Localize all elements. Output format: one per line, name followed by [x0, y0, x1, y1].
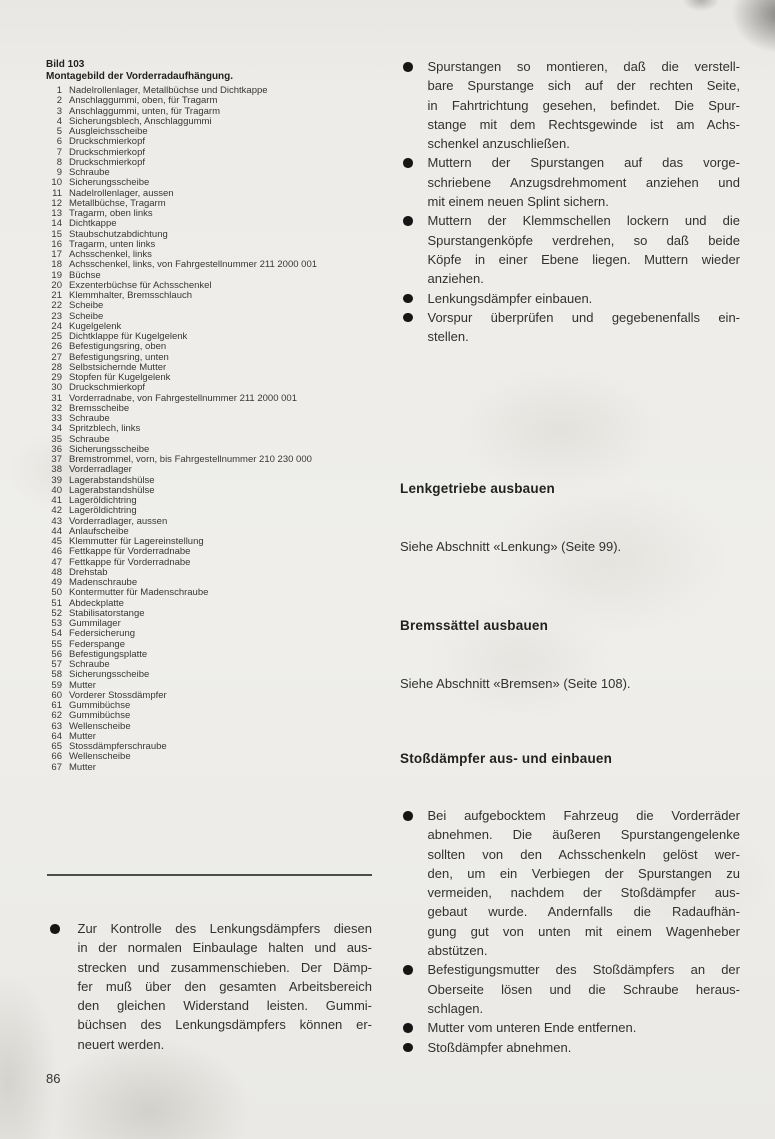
text-line: mit einem neuen Splint sichern.	[427, 194, 609, 210]
part-number: 3	[56, 105, 62, 117]
part-label: Schraube	[69, 659, 110, 670]
part-label: Wellenscheibe	[69, 751, 131, 763]
parts-list-item	[46, 588, 394, 598]
part-label: Scheibe	[69, 300, 104, 312]
part-number: 18	[51, 259, 62, 271]
part-label: Federspange	[69, 638, 125, 650]
part-label: Mutter	[69, 679, 96, 691]
part-label: Achsschenkel, links	[69, 249, 152, 260]
part-label: Anschlaggummi, oben, für Tragarm	[69, 95, 218, 107]
part-label: Sicherungsscheibe	[69, 177, 150, 189]
part-number: 45	[51, 536, 62, 547]
part-number: 66	[51, 751, 62, 763]
section-body-lenkgetriebe: Siehe Abschnitt «Lenkung» (Seite 99).	[400, 539, 622, 554]
parts-list-item	[46, 219, 394, 229]
horizontal-rule	[47, 874, 372, 876]
part-label: Vorderradlager	[69, 464, 132, 476]
part-label: Tragarm, unten links	[69, 238, 156, 250]
bullet-item	[399, 806, 740, 960]
part-number: 28	[51, 361, 62, 373]
part-label: Drehstab	[69, 566, 108, 578]
part-label: Stabilisatorstange	[69, 607, 145, 619]
part-label: Dichtkappe	[69, 218, 117, 230]
part-label: Nadelrollenlager, aussen	[69, 187, 174, 199]
part-label: Befestigungsring, unten	[69, 351, 169, 363]
text-line: sollten von den Achsschenkeln gelöst wer-	[427, 846, 740, 862]
bullet-item	[399, 308, 740, 347]
bullet-item	[399, 153, 740, 211]
part-label: Büchse	[69, 269, 101, 281]
part-label: Druckschmierkopf	[69, 156, 146, 168]
text-line: stellen.	[427, 329, 469, 345]
part-number: 16	[51, 238, 62, 250]
parts-list-item	[46, 506, 394, 516]
part-label: Nadelrollenlager, Metallbüchse und Dichtkappe	[69, 85, 268, 96]
parts-list-item	[46, 722, 394, 732]
part-number: 21	[51, 290, 62, 301]
parts-list-item	[46, 301, 394, 311]
part-number: 22	[51, 300, 62, 312]
bullet-icon	[403, 158, 413, 168]
part-number: 17	[51, 249, 62, 260]
parts-list-item	[46, 424, 394, 434]
part-label: Tragarm, oben links	[69, 208, 153, 219]
part-number: 46	[51, 546, 62, 558]
text-line: anziehen.	[427, 271, 484, 287]
text-line: bare Spurstange sich auf der rechten Seite,	[427, 78, 740, 94]
text-line: stange mit dem Rechtsgewinde ist am Achs-	[427, 116, 740, 132]
tie-rod-instructions	[399, 57, 740, 346]
part-label: Lagerabstandshülse	[69, 484, 155, 496]
text-line: den, um ein Verbiegen der Spurstangen zu	[427, 865, 740, 881]
bullet-text	[78, 919, 373, 1054]
bullet-icon	[50, 924, 60, 934]
part-number: 29	[51, 372, 62, 383]
text-line: Vorspur überprüfen und gegebenenfalls ein-	[427, 309, 740, 325]
parts-list-item	[46, 547, 394, 557]
part-label: Befestigungsplatte	[69, 648, 148, 660]
parts-list-item	[46, 711, 394, 721]
bullet-item	[399, 211, 740, 288]
part-number: 10	[51, 177, 62, 189]
section-heading-lenkgetriebe: Lenkgetriebe ausbauen	[400, 481, 555, 496]
part-label: Lageröldichtring	[69, 495, 137, 506]
part-number: 49	[51, 577, 62, 588]
text-line: fer muß über den gesamten Arbeitsbereich	[77, 978, 372, 994]
bullet-item	[399, 57, 740, 153]
part-number: 62	[51, 710, 62, 722]
part-number: 20	[51, 279, 62, 291]
part-label: Fettkappe für Vorderradnabe	[69, 546, 191, 558]
part-label: Madenschraube	[69, 577, 138, 588]
part-number: 36	[51, 443, 62, 455]
part-label: Mutter	[69, 761, 96, 773]
part-label: Anlaufscheibe	[69, 525, 129, 537]
part-label: Mutter	[69, 730, 96, 742]
part-label: Stossdämpferschraube	[69, 741, 167, 752]
part-number: 19	[51, 269, 62, 281]
part-number: 25	[51, 331, 62, 342]
part-number: 15	[51, 228, 62, 240]
part-label: Wellenscheibe	[69, 720, 131, 732]
text-line: Muttern der Klemmschellen lockern und die	[427, 213, 740, 229]
bullet-item	[399, 960, 740, 1018]
section-heading-bremssaettel: Bremssättel ausbauen	[400, 618, 549, 633]
bullet-item	[399, 1018, 740, 1037]
part-label: Spritzblech, links	[69, 423, 141, 435]
part-label: Stopfen für Kugelgelenk	[69, 372, 171, 383]
parts-list-item	[46, 383, 394, 393]
text-line: in der normalen Einbaulage halten und aus-	[77, 940, 372, 956]
part-number: 55	[51, 638, 62, 650]
part-number: 31	[51, 392, 62, 404]
text-line: den gleichen Widerstand leisten. Gummi-	[77, 998, 372, 1014]
part-label: Druckschmierkopf	[69, 136, 146, 148]
part-number: 12	[51, 197, 62, 209]
part-label: Druckschmierkopf	[69, 382, 146, 394]
text-line: schenkel anzuschließen.	[427, 136, 570, 152]
part-number: 47	[51, 556, 62, 568]
part-label: Sicherungsscheibe	[69, 669, 150, 681]
part-number: 9	[56, 167, 62, 178]
part-label: Schraube	[69, 167, 110, 178]
part-label: Lageröldichtring	[69, 505, 137, 517]
part-number: 11	[52, 187, 62, 199]
bullet-item	[399, 1038, 740, 1057]
part-label: Anschlaggummi, unten, für Tragarm	[69, 105, 221, 117]
part-number: 41	[51, 495, 62, 506]
steering-damper-check-note	[46, 919, 372, 1054]
part-label: Dichtklappe für Kugelgelenk	[69, 331, 188, 342]
part-label: Achsschenkel, links, von Fahrgestellnummer 211 2000 001	[69, 259, 318, 271]
bullet-text	[428, 153, 741, 211]
text-line: Befestigungsmutter des Stoßdämpfers an der	[427, 962, 740, 978]
shock-absorber-instructions	[399, 806, 740, 1057]
part-label: Klemmutter für Lagereinstellung	[69, 536, 204, 547]
part-label: Sicherungsscheibe	[69, 443, 150, 455]
parts-list-item	[46, 178, 394, 188]
part-label: Druckschmierkopf	[69, 146, 146, 158]
part-number: 51	[51, 597, 62, 609]
part-number: 65	[51, 741, 62, 752]
part-number: 63	[51, 720, 62, 732]
part-number: 23	[51, 310, 62, 322]
part-label: Metallbüchse, Tragarm	[69, 197, 166, 209]
bullet-item	[46, 919, 372, 1054]
text-line: büchsen des Lenkungsdämpfers können er-	[77, 1017, 372, 1033]
part-number: 27	[51, 351, 62, 363]
part-number: 8	[56, 156, 62, 168]
part-number: 32	[51, 402, 62, 414]
bullet-icon	[403, 965, 413, 975]
part-number: 58	[51, 669, 62, 681]
text-line: Spurstangenköpfe verdrehen, so daß beide	[427, 232, 740, 248]
part-label: Vorderradnabe, von Fahrgestellnummer 211 2000 001	[69, 392, 297, 404]
bullet-text	[428, 1038, 741, 1057]
part-number: 1	[56, 85, 62, 96]
part-number: 7	[56, 146, 62, 158]
bullet-icon	[403, 313, 413, 323]
parts-list-item	[46, 763, 394, 773]
parts-list-item	[46, 670, 394, 680]
part-label: Vorderradlager, aussen	[69, 515, 168, 527]
part-number: 64	[51, 730, 62, 742]
part-number: 6	[56, 136, 62, 148]
part-label: Fettkappe für Vorderradnabe	[69, 556, 191, 568]
bullet-text	[428, 806, 741, 960]
part-label: Bremstrommel, vorn, bis Fahrgestellnummer 210 230 000	[69, 454, 312, 465]
part-number: 48	[51, 566, 62, 578]
part-number: 24	[51, 320, 62, 332]
bullet-text	[428, 289, 741, 308]
part-number: 33	[51, 413, 62, 424]
part-number: 57	[51, 659, 62, 670]
text-line: vermeiden, nachdem der Stoßdämpfer aus-	[427, 885, 740, 901]
part-number: 35	[51, 433, 62, 445]
text-line: strecken und zusammenschieben. Der Dämp-	[77, 959, 372, 975]
part-number: 50	[51, 587, 62, 599]
part-number: 43	[51, 515, 62, 527]
part-label: Befestigungsring, oben	[69, 341, 167, 353]
part-label: Exzenterbüchse für Achsschenkel	[69, 279, 212, 291]
parts-list-item	[46, 260, 394, 270]
parts-list	[46, 59, 394, 773]
text-line: schlagen.	[427, 1000, 484, 1016]
part-label: Bremsscheibe	[69, 402, 130, 414]
text-line: Oberseite lösen und die Schraube heraus-	[427, 981, 740, 997]
bullet-text	[428, 211, 741, 288]
text-line: abnehmen. Die äußeren Spurstangengelenke	[427, 827, 740, 843]
page-number: 86	[46, 1071, 61, 1086]
part-number: 39	[51, 474, 62, 486]
part-number: 67	[51, 761, 62, 773]
text-line: neuert werden.	[77, 1036, 165, 1052]
text-line: Muttern der Spurstangen auf das vorge-	[427, 155, 740, 171]
text-line: gebaut wurde. Andernfalls die Radaufhän-	[427, 904, 740, 920]
part-label: Staubschutzabdichtung	[69, 228, 168, 240]
text-line: Mutter vom unteren Ende entfernen.	[427, 1020, 637, 1036]
bullet-icon	[403, 62, 413, 72]
text-line: in Fahrtrichtung gesehen, befindet. Die Spur-	[427, 97, 740, 113]
section-heading-stossdaempfer: Stoßdämpfer aus- und einbauen	[400, 751, 613, 766]
part-label: Abdeckplatte	[69, 597, 124, 609]
part-label: Vorderer Stossdämpfer	[69, 689, 167, 701]
part-number: 4	[56, 115, 62, 127]
text-line: Köpfe in einer Ebene liegen. Muttern wieder	[427, 251, 740, 267]
part-label: Lagerabstandshülse	[69, 474, 155, 486]
part-label: Kugelgelenk	[69, 320, 122, 332]
bullet-item	[399, 289, 740, 308]
part-label: Klemmhalter, Bremsschlauch	[69, 290, 193, 301]
part-number: 42	[51, 505, 62, 517]
parts-list-rows	[46, 86, 394, 773]
text-line: abstützen.	[427, 943, 488, 959]
part-number: 40	[51, 484, 62, 496]
part-label: Ausgleichsscheibe	[69, 126, 148, 137]
bullet-icon	[403, 1043, 413, 1053]
text-line: Lenkungsdämpfer einbauen.	[427, 290, 593, 306]
parts-list-item	[46, 137, 394, 147]
part-label: Sicherungsblech, Anschlaggummi	[69, 115, 212, 127]
text-line: gung gut von unten mit einem Wagenheber	[427, 923, 740, 939]
text-line: schriebene Anzugsdrehmoment anziehen und	[427, 174, 740, 190]
section-body-bremssaettel: Siehe Abschnitt «Bremsen» (Seite 108).	[400, 676, 631, 691]
part-number: 54	[51, 628, 62, 640]
bullet-icon	[403, 811, 413, 821]
part-label: Selbstsichernde Mutter	[69, 361, 167, 373]
part-number: 14	[51, 218, 62, 230]
part-number: 2	[56, 95, 62, 107]
parts-list-item	[46, 96, 394, 106]
parts-list-item	[46, 465, 394, 475]
parts-list-item	[46, 752, 394, 762]
part-number: 52	[51, 607, 62, 619]
part-label: Scheibe	[69, 310, 104, 322]
part-label: Schraube	[69, 413, 110, 424]
text-line: Spurstangen so montieren, daß die verstell-	[427, 59, 740, 74]
bullet-icon	[403, 1023, 413, 1033]
part-label: Gummibüchse	[69, 710, 131, 722]
part-label: Federsicherung	[69, 628, 136, 640]
part-number: 53	[51, 618, 62, 629]
part-number: 26	[51, 341, 62, 353]
part-number: 61	[51, 700, 62, 711]
bullet-text	[428, 308, 741, 347]
parts-list-title: Montagebild der Vorderradaufhängung.	[46, 70, 234, 82]
bullet-text	[428, 960, 741, 1018]
part-label: Gummilager	[69, 618, 121, 629]
part-number: 34	[51, 423, 62, 435]
parts-list-item	[46, 342, 394, 352]
bullet-icon	[403, 216, 413, 226]
parts-list-item	[46, 629, 394, 639]
bullet-text	[428, 57, 741, 153]
part-label: Gummibüchse	[69, 700, 131, 711]
part-number: 44	[51, 525, 62, 537]
text-line: Zur Kontrolle des Lenkungsdämpfers diesen	[77, 921, 372, 936]
part-number: 13	[51, 208, 62, 219]
part-number: 56	[51, 648, 62, 660]
part-number: 59	[51, 679, 62, 691]
part-number: 30	[51, 382, 62, 394]
part-label: Schraube	[69, 433, 110, 445]
part-number: 5	[56, 126, 62, 137]
bullet-text	[428, 1018, 741, 1037]
part-number: 37	[51, 454, 62, 465]
part-number: 38	[51, 464, 62, 476]
part-number: 60	[51, 689, 62, 701]
figure-label: Bild 103	[46, 59, 85, 70]
part-label: Kontermutter für Madenschraube	[69, 587, 209, 599]
bullet-icon	[403, 294, 413, 304]
text-line: Bei aufgebocktem Fahrzeug die Vorderräder	[427, 808, 740, 823]
text-line: Stoßdämpfer abnehmen.	[427, 1039, 572, 1055]
